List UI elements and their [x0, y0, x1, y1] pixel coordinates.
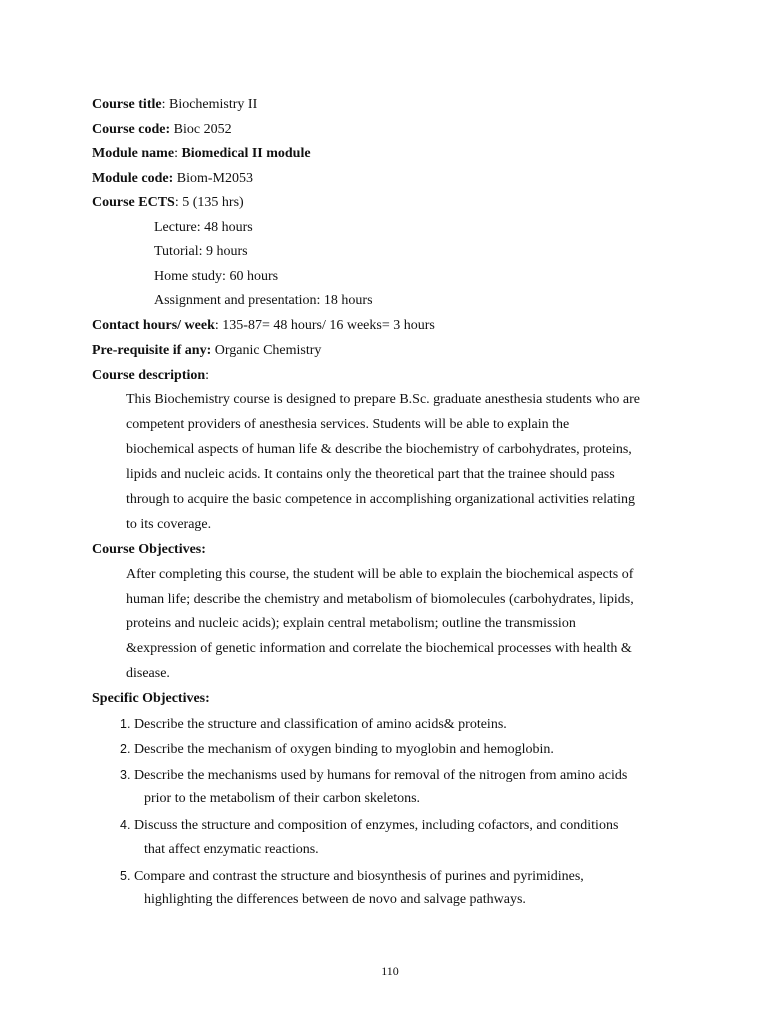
contact-hours-label: Contact hours/ week	[92, 318, 215, 333]
course-description-line: to its coverage.	[126, 517, 212, 532]
course-code-label: Course code:	[92, 122, 171, 137]
course-code-value: Bioc 2052	[173, 122, 232, 137]
list-number: 4.	[120, 818, 131, 832]
course-objectives-line: After completing this course, the student will be able to explain the biochemical aspects of	[126, 567, 634, 582]
ects-assignment: Assignment and presentation: 18 hours	[154, 293, 373, 308]
course-title-sep: :	[161, 97, 169, 112]
objective-text: Describe the structure and classification of amino acids& proteins.	[133, 717, 507, 732]
course-title-label: Course title	[92, 97, 162, 112]
specific-objective-5	[120, 867, 584, 886]
course-description-line: through to acquire the basic competence in accomplishing organizational activities relating	[126, 492, 636, 507]
module-code-value: Biom-M2053	[176, 171, 253, 186]
course-description-label: Course description	[92, 368, 206, 383]
prerequisite-field	[92, 342, 321, 360]
course-description-line: competent providers of anesthesia services. Students will be able to explain the	[126, 417, 570, 432]
objective-text: Describe the mechanism of oxygen binding to myoglobin and hemoglobin.	[133, 742, 554, 757]
specific-objective-5-continuation: highlighting the differences between de novo and salvage pathways.	[144, 892, 526, 907]
specific-objective-3	[120, 766, 627, 785]
course-ects-value: 5 (135 hrs)	[182, 195, 244, 210]
course-objectives-line: &expression of genetic information and correlate the biochemical processes with health &	[126, 641, 632, 656]
ects-lecture: Lecture: 48 hours	[154, 220, 253, 235]
course-ects-label: Course ECTS	[92, 195, 175, 210]
specific-objective-4	[120, 816, 618, 835]
course-code-field	[92, 121, 232, 139]
module-code-label: Module code:	[92, 171, 174, 186]
course-objectives-line: proteins and nucleic acids); explain central metabolism; outline the transmission	[126, 616, 576, 631]
page-number: 110	[381, 964, 399, 978]
list-number: 5.	[120, 869, 131, 883]
module-name-sep: :	[174, 146, 182, 161]
course-description-line: lipids and nucleic acids. It contains only the theoretical part that the trainee should pass	[126, 467, 615, 482]
course-description-heading	[92, 367, 209, 385]
course-description-colon: :	[205, 368, 210, 383]
list-number: 3.	[120, 768, 131, 782]
course-title-field	[92, 96, 257, 114]
specific-objective-3-continuation: prior to the metabolism of their carbon skeletons.	[144, 791, 421, 806]
list-number: 1.	[120, 717, 131, 731]
course-description-line: This Biochemistry course is designed to prepare B.Sc. graduate anesthesia students who are	[126, 392, 640, 407]
specific-objective-1	[120, 715, 507, 734]
module-code-field	[92, 170, 253, 188]
specific-objectives-heading: Specific Objectives:	[92, 691, 210, 706]
course-title-value: Biochemistry II	[168, 97, 258, 112]
ects-home-study: Home study: 60 hours	[154, 269, 279, 284]
module-name-field	[92, 145, 311, 163]
course-description-line: biochemical aspects of human life & describe the biochemistry of carbohydrates, proteins,	[126, 442, 632, 457]
objective-text: Discuss the structure and composition of enzymes, including cofactors, and conditions	[133, 818, 619, 833]
module-name-label: Module name	[92, 146, 175, 161]
course-ects-field	[92, 194, 244, 212]
prerequisite-value: Organic Chemistry	[214, 343, 322, 358]
specific-objective-4-continuation: that affect enzymatic reactions.	[144, 842, 319, 857]
specific-objective-2	[120, 740, 554, 759]
course-objectives-heading: Course Objectives:	[92, 542, 206, 557]
prerequisite-label: Pre-requisite if any:	[92, 343, 212, 358]
list-number: 2.	[120, 742, 131, 756]
objective-text: Compare and contrast the structure and biosynthesis of purines and pyrimidines,	[133, 869, 584, 884]
module-name-value: Biomedical II module	[181, 146, 311, 161]
course-objectives-line: disease.	[126, 666, 170, 681]
contact-hours-field	[92, 317, 435, 335]
course-ects-sep: :	[174, 195, 183, 210]
ects-tutorial: Tutorial: 9 hours	[154, 244, 248, 259]
contact-hours-value: 135-87= 48 hours/ 16 weeks= 3 hours	[222, 318, 435, 333]
objective-text: Describe the mechanisms used by humans for removal of the nitrogen from amino acids	[133, 768, 628, 783]
contact-hours-sep: :	[214, 318, 223, 333]
course-objectives-line: human life; describe the chemistry and metabolism of biomolecules (carbohydrates, lipids,	[126, 592, 634, 607]
